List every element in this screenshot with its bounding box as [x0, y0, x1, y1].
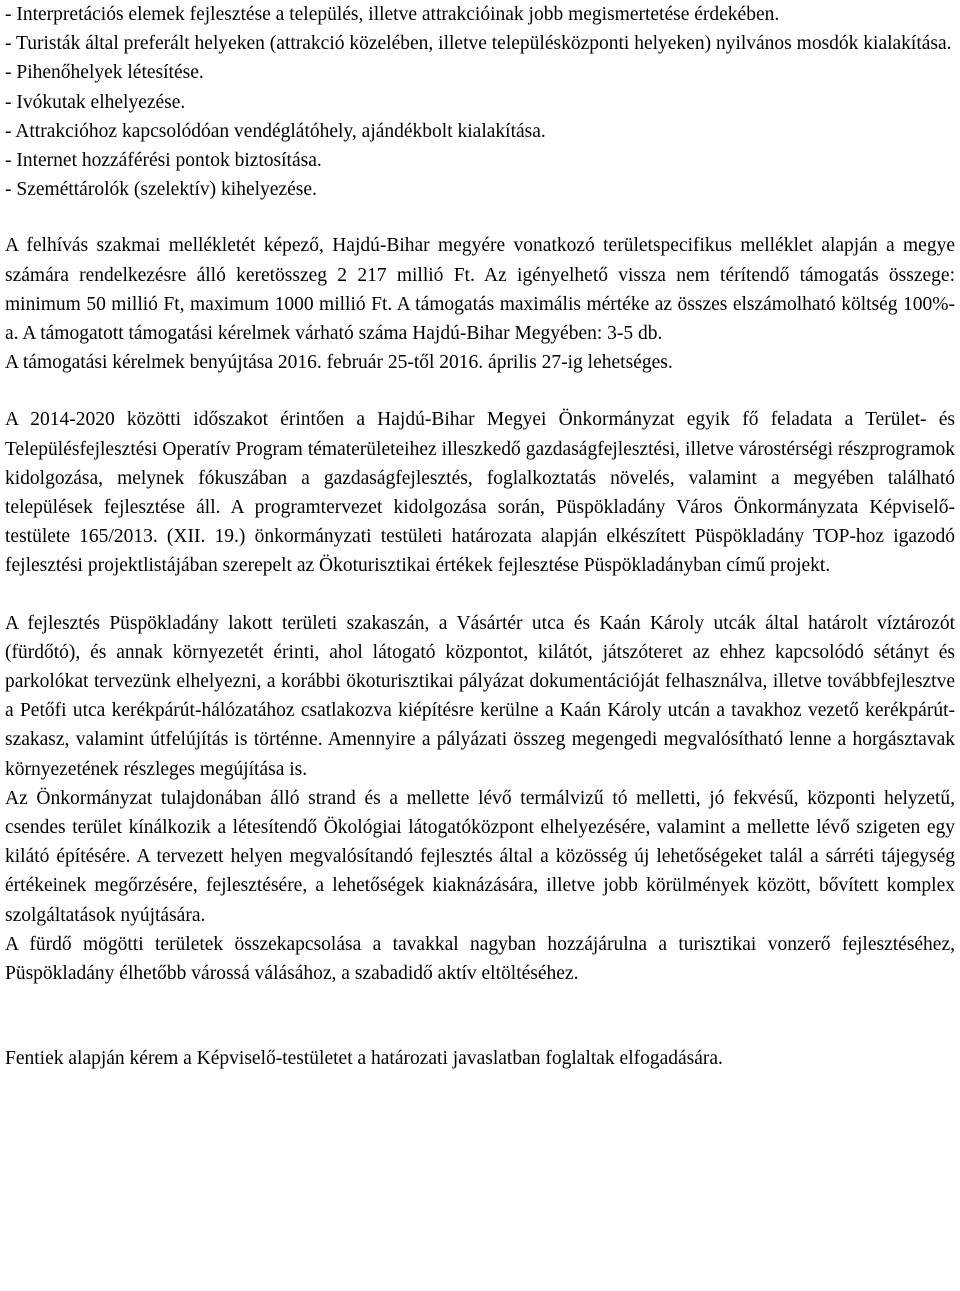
measures-list — [5, 0, 955, 204]
paragraph-funding: A felhívás szakmai mellékletét képező, Hajdú-Bihar megyére vonatkozó területspecifikus melléklet alapján a megye számára rendelkezésre álló keretösszeg 2 217 millió Ft. Az igényelhető vissza nem térítendő támogatás összege: minimum 50 millió Ft, maximum 1000 millió Ft. A támogatás maximális mértéke az összes elszámolható költség 100%-a. A támogatott támogatási kérelmek várható száma Hajdú-Bihar Megyében: 3-5 db. — [5, 235, 955, 345]
list-item: - Ivókutak elhelyezése. — [5, 91, 186, 113]
paragraph-county-program: A 2014-2020 közötti időszakot érintően a Hajdú-Bihar Megyei Önkormányzat egyik fő feladata a Terület- és Településfejlesztési Operatív Program tématerületeihez illeszkedő gazdaságfejlesztési, illetve várostérségi részprogramok kidolgozása, melynek fókuszában a gazdaságfejlesztés, foglalkoztatás növelés, valamint a megyében található települések fejlesztése áll. A programtervezet kidolgozása során, Püspökladány Város Önkormányzata Képviselő-testülete 165/2013. (XII. 19.) önkormányzati testületi határozata alapján elkészített Püspökladány TOP-hoz igazodó fejlesztési projektlistájában szerepelt az Ökoturisztikai értékek fejlesztése Püspökladányban című projekt. — [5, 409, 955, 577]
list-item: - Szeméttárolók (szelektív) kihelyezése. — [5, 179, 317, 201]
list-item: - Pihenőhelyek létesítése. — [5, 62, 204, 84]
list-item: - Internet hozzáférési pontok biztosítása. — [5, 150, 322, 172]
document-page — [5, 0, 955, 1074]
list-item: - Attrakcióhoz kapcsolódóan vendéglátóhely, ajándékbolt kialakítása. — [5, 120, 546, 142]
paragraph-submission-period: A támogatási kérelmek benyújtása 2016. február 25-től 2016. április 27-ig lehetséges. — [5, 352, 673, 374]
paragraph-visitor-center: Az Önkormányzat tulajdonában álló strand és a mellette lévő termálvizű tó melletti, jó fekvésű, központi helyzetű, csendes terület kínálkozik a létesítendő Ökológiai látogatóközpont elhelyezésére, valamint a mellette lévő szigeten egy kilátó építésére. A tervezett helyen megvalósítandó fejlesztés által a közösség új lehetőségeket talál a sárréti tájegység értékeinek megőrzésére, fejlesztésére, a lehetőségek kiaknázására, illetve jobb körülmények között, bővített komplex szolgáltatások nyújtására. — [5, 787, 955, 926]
list-item: - Turisták által preferált helyeken (attrakció közelében, illetve településközponti helyeken) nyilvános mosdók kialakítása. — [5, 33, 952, 55]
paragraph-closing-request: Fentiek alapján kérem a Képviselő-testületet a határozati javaslatban foglaltak elfogadására. — [5, 1048, 723, 1070]
paragraph-tourism-benefit: A fürdő mögötti területek összekapcsolása a tavakkal nagyban hozzájárulna a turisztikai vonzerő fejlesztéséhez, Püspökladány élhetőbb várossá válásához, a szabadidő aktív eltöltéséhez. — [5, 933, 955, 985]
paragraph-development-area: A fejlesztés Püspökladány lakott területi szakaszán, a Vásártér utca és Kaán Károly utcák által határolt víztározót (fürdőtó), és annak környezetét érinti, ahol látogató központot, kilátót, játszóteret az ehhez kapcsolódó sétányt és parkolókat tervezünk elhelyezni, a korábbi ökoturisztikai pályázat dokumentációját felhasználva, illetve továbbfejlesztve a Petőfi utca kerékpárút-hálózatához csatlakozva kiépítésre kerülne a Kaán Károly utcán a tavakhoz vezető kerékpárút-szakasz, valamint útfelújítás is történne. Amennyire a pályázati összeg megengedi megvalósítható lenne a horgásztavak környezetének részleges megújítása is. — [5, 612, 955, 780]
list-item: - Interpretációs elemek fejlesztése a település, illetve attrakcióinak jobb megismertetése érdekében. — [5, 4, 780, 25]
